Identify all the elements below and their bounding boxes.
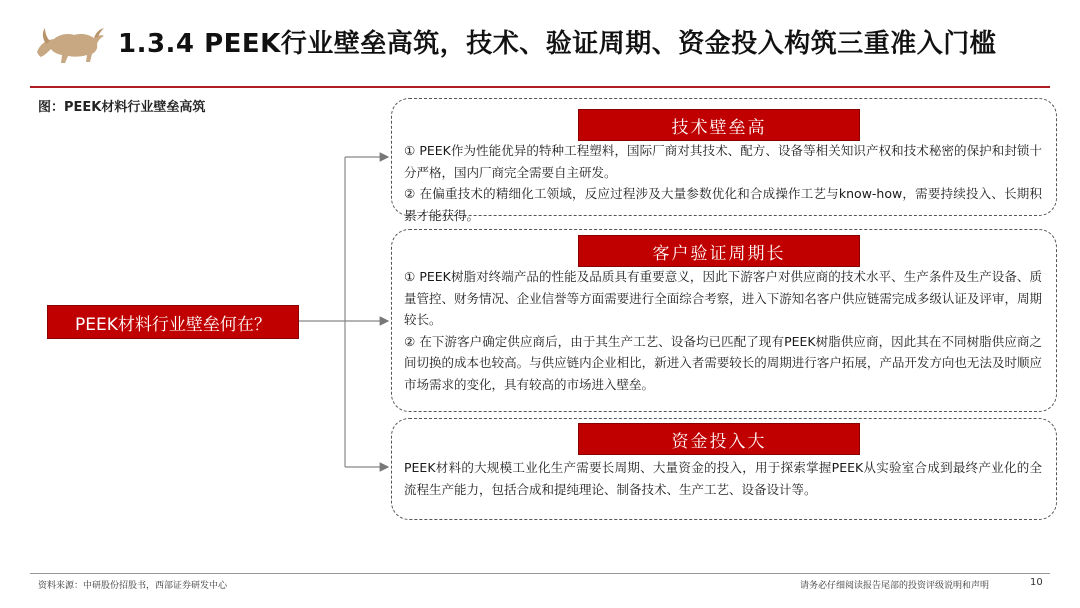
- panel-body: [404, 266, 1042, 396]
- panel-paragraph: ② 在下游客户确定供应商后，由于其生产工艺、设备均已匹配了现有PEEK树脂供应商，因此其在不同树脂供应商之间切换的成本也较高。与供应链内企业相比，新进入者需要较长的周期进行客户拓展，产品开发方向也无法及时顺应市场需求的变化，具有较高的市场进入壁垒。: [404, 333, 1042, 392]
- panel-capital-investment: [391, 418, 1057, 520]
- panel-heading: 资金投入大: [578, 423, 860, 455]
- page-number: 10: [1030, 577, 1043, 588]
- panel-body: [404, 457, 1042, 500]
- figure-caption: 图：PEEK材料行业壁垒高筑: [38, 100, 206, 115]
- panel-paragraph: ② 在偏重技术的精细化工领域，反应过程涉及大量参数优化和合成操作工艺与know-how，需要持续投入、长期积累才能获得。: [404, 186, 1042, 223]
- panel-heading: 客户验证周期长: [578, 235, 860, 267]
- panel-paragraph: ① PEEK作为性能优异的特种工程塑料，国际厂商对其技术、配方、设备等相关知识产权和技术秘密的保护和封锁十分严格，国内厂商完全需要自主研发。: [404, 143, 1042, 180]
- panel-paragraph: ① PEEK树脂对终端产品的性能及品质具有重要意义，因此下游客户对供应商的技术水平、生产条件及生产设备、质量管控、财务情况、企业信誉等方面需要进行全面综合考察，进入下游知名客户供应链需完成多级认证及评审，周期较长。: [404, 269, 1042, 328]
- footer-divider: [30, 573, 1050, 574]
- source-note: 资料来源：中研股份招股书，西部证券研发中心: [38, 581, 228, 591]
- panel-body: [404, 140, 1042, 226]
- panel-heading: 技术壁垒高: [578, 109, 860, 141]
- root-node: PEEK材料行业壁垒何在？: [47, 305, 299, 339]
- panel-technology-barrier: [391, 98, 1057, 223]
- page-title: 1.3.4 PEEK行业壁垒高筑，技术、验证周期、资金投入构筑三重准入门槛: [118, 29, 997, 59]
- panel-paragraph: PEEK材料的大规模工业化生产需要长周期、大量资金的投入，用于探索掌握PEEK从实验室合成到最终产业化的全流程生产能力，包括合成和提纯理论、制备技术、生产工艺、设备设计等。: [404, 460, 1042, 497]
- disclaimer-note: 请务必仔细阅读报告尾部的投资评级说明和声明: [800, 581, 990, 591]
- panel-customer-validation: [391, 229, 1057, 412]
